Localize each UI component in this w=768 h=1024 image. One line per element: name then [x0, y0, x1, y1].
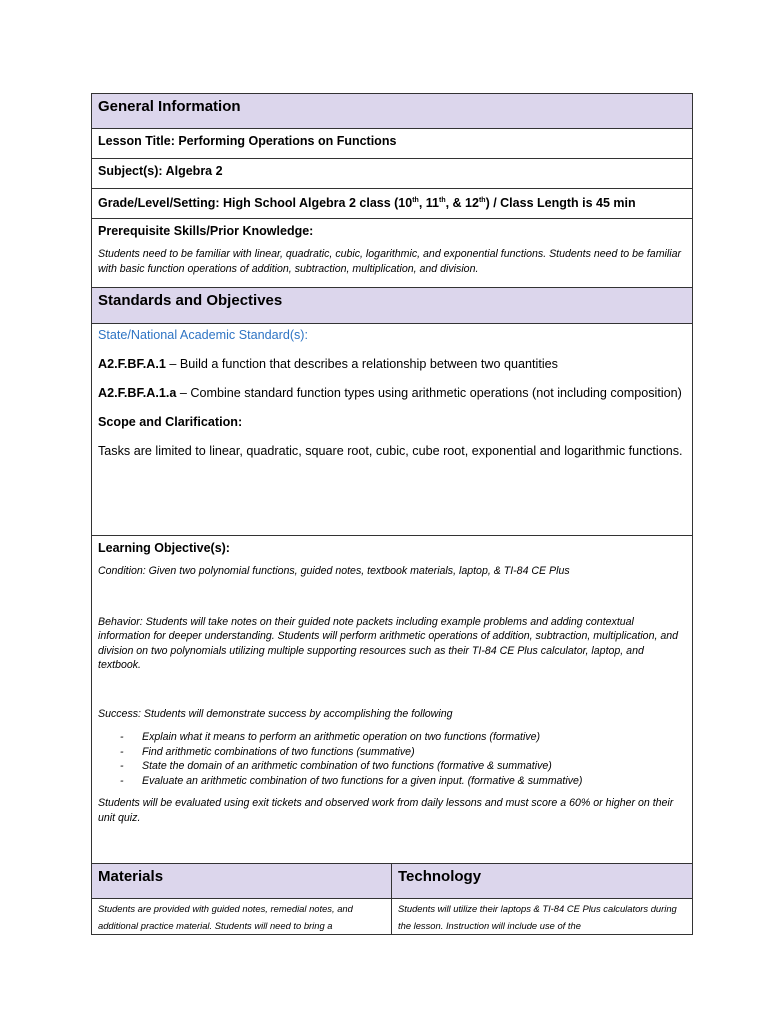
prerequisite-text: Students need to be familiar with linear, quadratic, cubic, logarithmic, and exponential functions. Students need to be familiar with basic function operations of addition, subtraction, multiplication, and division.	[98, 248, 681, 275]
materials-header	[92, 864, 392, 898]
standards-row	[92, 324, 692, 536]
behavior-text: Behavior: Students will take notes on their guided note packets including example problems and adding contextual information for deeper understanding. Students will perform arithmetic operations of addition, subtraction, multiplication, and division on two polynomials utilizing multiple supporting resources such as their TI-84 CE Plus calculator, laptop, and textbook.	[98, 615, 679, 671]
technology-header	[392, 864, 692, 898]
general-information-header	[92, 94, 692, 129]
standard-label: State/National Academic Standard(s):	[98, 328, 309, 342]
grade-sup-3: th	[478, 197, 486, 204]
standard-2-code: A2.F.BF.A.1.a	[98, 386, 177, 400]
subjects: Subject(s): Algebra 2	[98, 164, 223, 178]
technology-heading: Technology	[398, 868, 482, 885]
scope-label: Scope and Clarification:	[98, 415, 243, 429]
success-text: Success: Students will demonstrate success by accomplishing the following	[98, 707, 453, 720]
general-information-heading: General Information	[98, 98, 241, 115]
success-criterion: - Explain what it means to perform an arithmetic operation on two functions (formative)	[120, 730, 686, 745]
standards-objectives-header	[92, 288, 692, 324]
standards-objectives-heading: Standards and Objectives	[98, 292, 283, 309]
lesson-title: Lesson Title: Performing Operations on Functions	[98, 134, 397, 148]
grade-row	[92, 189, 692, 219]
lesson-plan-table	[91, 93, 693, 935]
success-criterion: - Evaluate an arithmetic combination of two functions for a given input. (formative & summative)	[120, 774, 686, 789]
prerequisite-row	[92, 219, 692, 288]
grade-sup-1: th	[412, 197, 419, 204]
success-criterion: - Find arithmetic combinations of two functions (summative)	[120, 745, 686, 760]
condition-text: Condition: Given two polynomial functions, guided notes, textbook materials, laptop, & TI-84 CE Plus	[98, 565, 570, 577]
materials-technology-body-row	[92, 899, 692, 935]
success-criterion: - State the domain of an arithmetic combination of two functions (formative & summative)	[120, 759, 686, 774]
grade-suffix: ) / Class Length is 45 min	[485, 196, 636, 211]
lesson-title-row	[92, 129, 692, 159]
standard-1	[98, 355, 686, 374]
prerequisite-label: Prerequisite Skills/Prior Knowledge:	[98, 224, 314, 238]
materials-heading: Materials	[98, 868, 164, 885]
grade-mid-1: , 11	[418, 196, 439, 211]
standard-1-text: – Build a function that describes a relationship between two quantities	[165, 357, 558, 371]
standard-1-code: A2.F.BF.A.1	[98, 357, 166, 371]
materials-technology-header-row	[92, 864, 692, 899]
materials-text: Students are provided with guided notes, remedial notes, and additional practice material. Students will need to bring a	[92, 899, 392, 934]
learning-objectives-row	[92, 536, 692, 864]
standard-2-text: – Combine standard function types using arithmetic operations (not including composition)	[176, 386, 682, 400]
grade-mid-2: , & 12	[445, 196, 479, 211]
evaluation-text: Students will be evaluated using exit tickets and observed work from daily lessons and must score a 60% or higher on their unit quiz.	[98, 797, 674, 824]
grade-sup-2: th	[439, 197, 446, 204]
technology-text: Students will utilize their laptops & TI-84 CE Plus calculators during the lesson. Instruction will include use of the	[398, 903, 677, 931]
learning-objectives-label: Learning Objective(s):	[98, 541, 230, 555]
standard-2	[98, 384, 686, 403]
grade-prefix: Grade/Level/Setting: High School Algebra 2 class (10	[98, 196, 413, 211]
subjects-row	[92, 159, 692, 189]
scope-text: Tasks are limited to linear, quadratic, square root, cubic, cube root, exponential and logarithmic functions.	[98, 444, 683, 458]
success-criteria-list	[98, 730, 686, 788]
